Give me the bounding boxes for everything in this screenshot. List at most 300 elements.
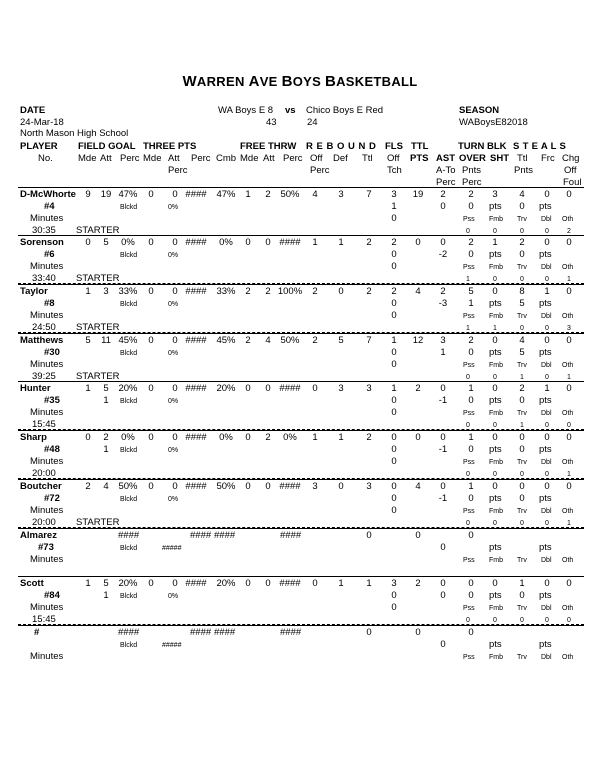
steal-points: 5: [519, 347, 525, 358]
turnover-trv-label: Trv: [517, 459, 527, 466]
hdr-fls-tch: Tch: [387, 165, 402, 176]
turnover-oth: 2: [567, 228, 571, 235]
away-team: Chico Boys E Red: [306, 105, 384, 116]
hdr-fls: FLS: [385, 141, 403, 152]
stat-frc: 0: [544, 578, 550, 589]
stat-blk: 0: [492, 286, 498, 297]
fouls-extra: 0: [391, 261, 397, 272]
ft-hash: ####: [280, 530, 302, 541]
blckd-perc: 0%: [168, 252, 179, 259]
stat-tp-mde: 0: [148, 578, 154, 589]
player-number: #8: [44, 298, 55, 309]
season-value: WABoysE82018: [459, 117, 528, 128]
stat-fg-mde: 9: [85, 189, 91, 200]
turnover-pss: 0: [466, 520, 470, 527]
game-location: North Mason High School: [20, 128, 129, 139]
season-label: SEASON: [459, 105, 500, 116]
stat-reb-off: 0: [312, 383, 318, 394]
player-number: #30: [44, 347, 60, 358]
minutes-played: 20:00: [32, 468, 56, 479]
pts-label: pts: [489, 298, 502, 309]
starter-badge: STARTER: [76, 322, 120, 333]
row-separator: [18, 528, 584, 529]
stat-fg-perc: 47%: [118, 189, 138, 200]
stat-ft-perc: 0%: [283, 432, 297, 443]
turnover-trv-label: Trv: [517, 605, 527, 612]
stat-ft-att: 0: [265, 578, 271, 589]
player-number: #4: [44, 201, 55, 212]
turnover-fmb-label: Fmb: [489, 362, 503, 369]
fouls-touch: 0: [391, 395, 397, 406]
blocked-shots: 1: [103, 395, 109, 406]
stat-st-ttl: 2: [519, 237, 525, 248]
player-number: #35: [44, 395, 60, 406]
stat-fg-mde: 1: [85, 286, 91, 297]
turnover-oth: 0: [567, 617, 571, 624]
away-score: 24: [307, 117, 318, 128]
assist-to-ratio: -1: [438, 395, 448, 406]
stat-tp-perc: ####: [185, 383, 207, 394]
pts-label: pts: [539, 590, 552, 601]
stat-reb-ttl: 3: [366, 481, 372, 492]
hdr-over: OVER: [459, 153, 486, 164]
blckd-perc: 0%: [168, 398, 179, 405]
turnover-pss: 0: [466, 228, 470, 235]
stat-tp-perc: ####: [185, 335, 207, 346]
stat-ft-mde: 2: [245, 286, 251, 297]
turnover-dbl-label: Dbl: [541, 362, 552, 369]
turnover-fmb: 1: [493, 325, 497, 332]
fouls-extra: 0: [391, 407, 397, 418]
stat-ft-att: 2: [265, 286, 271, 297]
minutes-label: Minutes: [30, 310, 64, 321]
stat-fg-att: 11: [101, 335, 111, 346]
steal-points: 0: [519, 249, 525, 260]
turnover-fmb-label: Fmb: [489, 216, 503, 223]
stat-fg-mde: 0: [85, 432, 91, 443]
pts-label: pts: [539, 444, 552, 455]
turnover-pss-label: Pss: [463, 264, 475, 271]
stat-blk: 3: [492, 189, 498, 200]
stat-ft-att: 0: [265, 383, 271, 394]
stat-ft-att: 4: [265, 335, 271, 346]
stat-fls-off: 2: [391, 286, 397, 297]
turnover-trv-label: Trv: [517, 313, 527, 320]
steal-points: 5: [519, 298, 525, 309]
turnover-dbl-label: Dbl: [541, 216, 552, 223]
turnover-trv: 1: [520, 422, 524, 429]
fg-hash: ####: [118, 530, 140, 541]
stat-fg-perc: 0%: [121, 237, 135, 248]
stat-reb-ttl: 3: [366, 383, 372, 394]
stat-reb-def: 5: [338, 335, 344, 346]
player-number: #6: [44, 249, 55, 260]
turnover-pss: 0: [466, 617, 470, 624]
turnover-pss-label: Pss: [463, 362, 475, 369]
stat-fg-att: 5: [103, 578, 109, 589]
pts-label: pts: [539, 249, 552, 260]
stat-fg-att: 19: [100, 189, 112, 200]
turnover-trv: 0: [520, 520, 524, 527]
stat-ttl-pts: 4: [415, 481, 421, 492]
hdr-over-perc: Perc: [462, 177, 482, 188]
over-points: 1: [468, 298, 474, 309]
turnover-trv: 0: [520, 325, 524, 332]
stat-reb-def: 3: [338, 189, 344, 200]
turnover-dbl-label: Dbl: [541, 605, 552, 612]
turnover-fmb: 0: [493, 228, 497, 235]
stat-cmb: 33%: [216, 286, 236, 297]
row-separator: [18, 333, 584, 334]
hdr-steals: S T E A L S: [513, 141, 567, 152]
hdr-chg: Chg: [562, 153, 580, 164]
stat-tp-mde: 0: [148, 383, 154, 394]
minutes-label: Minutes: [30, 554, 64, 565]
minutes-label: Minutes: [30, 407, 64, 418]
stat-ttl-pts: 2: [415, 383, 421, 394]
stat-tp-att: 0: [172, 335, 178, 346]
turnover-dbl: 0: [545, 228, 549, 235]
cmb-hash: ####: [214, 627, 236, 638]
hdr-rebound: R E B O U N D: [306, 141, 377, 152]
row-separator: [18, 381, 584, 382]
hdr-fg-perc: Perc: [120, 153, 140, 164]
hdr-frc: Frc: [541, 153, 555, 164]
player-number: #48: [44, 444, 60, 455]
turnover-dbl-label: Dbl: [541, 459, 552, 466]
hdr-fg-att: Att: [100, 153, 112, 164]
turnover-fmb-label: Fmb: [489, 654, 503, 661]
stat-reb-ttl: 1: [366, 578, 372, 589]
hdr-st-ttl: Ttl: [517, 153, 528, 164]
row-separator: [18, 284, 584, 285]
stat-st-ttl: 0: [519, 481, 525, 492]
blckd-label: Blckd: [120, 642, 138, 649]
turnover-oth-label: Oth: [562, 508, 574, 515]
stat-reb-ttl: 2: [366, 432, 372, 443]
turnover-oth: 1: [567, 276, 571, 283]
player-number: #73: [38, 542, 54, 553]
turnover-trv-label: Trv: [517, 557, 527, 564]
turnover-fmb-label: Fmb: [489, 313, 503, 320]
stat-reb-off: 2: [312, 335, 318, 346]
turnover-fmb: 0: [493, 617, 497, 624]
turnover-pss: 0: [466, 422, 470, 429]
player-number: #84: [44, 590, 60, 601]
stat-st-ttl: 0: [519, 432, 525, 443]
stat-over: 2: [468, 189, 474, 200]
stat-ttl-pts: 4: [415, 286, 421, 297]
turnover-fmb: 0: [493, 471, 497, 478]
steal-points: 0: [519, 590, 525, 601]
stat-tp-perc: ####: [185, 286, 207, 297]
stat-ft-att: 2: [265, 189, 271, 200]
minutes-played: 30:35: [32, 225, 56, 236]
stat-ast: 0: [440, 578, 446, 589]
ttl-pts: 0: [415, 530, 421, 541]
stat-chg: 0: [566, 335, 572, 346]
player-name: Matthews: [20, 335, 64, 346]
stat-tp-mde: 0: [148, 189, 154, 200]
minutes-label: Minutes: [30, 651, 64, 662]
ttl-pts: 0: [415, 627, 421, 638]
over-points: 0: [468, 444, 474, 455]
stat-ft-att: 0: [265, 481, 271, 492]
turnover-fmb: 0: [493, 374, 497, 381]
stat-tp-att: 0: [172, 432, 178, 443]
hdr-tp-perc2: Perc: [191, 153, 211, 164]
hdr-tp-mde: Mde: [143, 153, 162, 164]
turnover-fmb-label: Fmb: [489, 508, 503, 515]
turnover-pss-label: Pss: [463, 313, 475, 320]
game-date: 24-Mar-18: [20, 117, 64, 128]
hdr-chg-foul: Foul: [563, 177, 582, 188]
blckd-perc: 0%: [168, 593, 179, 600]
fouls-extra: 0: [391, 310, 397, 321]
stat-ttl-pts: 0: [415, 432, 421, 443]
turnover-oth-label: Oth: [562, 557, 574, 564]
fouls-extra: 0: [391, 602, 397, 613]
hdr-three-pts: THREE PTS: [143, 141, 197, 152]
stat-ft-mde: 0: [245, 432, 251, 443]
stat-ast: 2: [440, 286, 446, 297]
stat-ast: 3: [440, 335, 446, 346]
starter-badge: STARTER: [76, 371, 120, 382]
stat-ttl-pts: 19: [412, 189, 424, 200]
hdr-turn: TURN: [458, 141, 485, 152]
minutes-label: Minutes: [30, 602, 64, 613]
over: 0: [468, 530, 474, 541]
pts-label: pts: [489, 590, 502, 601]
pts-label: pts: [539, 542, 552, 553]
stat-tp-perc: ####: [185, 481, 207, 492]
turnover-pss: 0: [466, 471, 470, 478]
turnover-oth: 3: [567, 325, 571, 332]
stat-over: 1: [468, 383, 474, 394]
stat-frc: 1: [544, 286, 550, 297]
over-points: 0: [468, 201, 474, 212]
player-number: #72: [44, 493, 60, 504]
stat-reb-off: 4: [312, 189, 318, 200]
fouls-extra: 0: [391, 456, 397, 467]
pts-label: pts: [539, 298, 552, 309]
turnover-oth-label: Oth: [562, 459, 574, 466]
stat-fls-off: 1: [391, 335, 397, 346]
stat-blk: 0: [492, 578, 498, 589]
turnover-fmb-label: Fmb: [489, 410, 503, 417]
turnover-dbl: 0: [545, 276, 549, 283]
fouls-touch: 0: [391, 298, 397, 309]
stat-tp-mde: 0: [148, 286, 154, 297]
hdr-reb-off-perc: Perc: [310, 165, 330, 176]
stat-blk: 0: [492, 335, 498, 346]
fouls-extra: 0: [391, 213, 397, 224]
stat-cmb: 20%: [216, 578, 236, 589]
stat-ft-perc: ####: [279, 481, 301, 492]
assist-to-ratio: 1: [440, 347, 446, 358]
turnover-oth-label: Oth: [562, 362, 574, 369]
stat-chg: 0: [566, 189, 572, 200]
stat-reb-off: 1: [312, 237, 318, 248]
stat-ft-mde: 0: [245, 578, 251, 589]
row-separator: [18, 479, 584, 480]
stat-frc: 0: [544, 189, 550, 200]
stat-tp-att: 0: [172, 189, 178, 200]
steal-points: 0: [519, 395, 525, 406]
pts-label: pts: [489, 249, 502, 260]
turnover-pss-label: Pss: [463, 459, 475, 466]
turnover-oth-label: Oth: [562, 410, 574, 417]
stat-reb-off: 0: [312, 578, 318, 589]
stat-tp-perc: ####: [185, 578, 207, 589]
stat-fg-mde: 1: [85, 578, 91, 589]
turnover-oth: 1: [567, 471, 571, 478]
stat-ft-mde: 2: [245, 335, 251, 346]
turnover-trv-label: Trv: [517, 410, 527, 417]
blckd-perc: 0%: [168, 301, 179, 308]
stat-tp-mde: 0: [148, 481, 154, 492]
blocked-shots: 1: [103, 590, 109, 601]
minutes-played: 24:50: [32, 322, 56, 333]
blckd-label: Blckd: [120, 398, 138, 405]
stat-cmb: 0%: [219, 432, 233, 443]
ft-hash: ####: [280, 627, 302, 638]
stat-tp-mde: 0: [148, 335, 154, 346]
turnover-pss-label: Pss: [463, 557, 475, 564]
steal-points: 0: [519, 201, 525, 212]
turnover-trv: 0: [520, 276, 524, 283]
row-separator: [18, 235, 584, 236]
turnover-dbl-label: Dbl: [541, 313, 552, 320]
hdr-ft-mde: Mde: [240, 153, 259, 164]
turnover-dbl: 0: [545, 325, 549, 332]
stat-fg-att: 5: [103, 383, 109, 394]
blocked-shots: 1: [103, 444, 109, 455]
stat-ft-perc: 100%: [277, 286, 303, 297]
stat-tp-perc: ####: [185, 237, 207, 248]
tp-hash: ####: [190, 530, 212, 541]
hdr-no: No.: [38, 153, 53, 164]
stat-fls-off: 1: [391, 383, 397, 394]
starter-badge: STARTER: [76, 273, 120, 284]
over-points: 0: [468, 347, 474, 358]
stat-over: 0: [468, 578, 474, 589]
stat-reb-ttl: 2: [366, 286, 372, 297]
pts-label: pts: [489, 201, 502, 212]
stat-st-ttl: 4: [519, 189, 525, 200]
turnover-trv-label: Trv: [517, 216, 527, 223]
stat-fg-perc: 33%: [118, 286, 138, 297]
pts-label: pts: [539, 639, 552, 650]
stat-ttl-pts: 0: [415, 237, 421, 248]
fouls-touch: 0: [391, 347, 397, 358]
turnover-pss-label: Pss: [463, 654, 475, 661]
turnover-dbl: 0: [545, 422, 549, 429]
hdr-over-pnts: Pnts: [462, 165, 482, 176]
stat-st-ttl: 8: [519, 286, 525, 297]
minutes-played: 39:25: [32, 371, 56, 382]
home-team: WA Boys E 8: [218, 105, 274, 116]
hdr-pts: PTS: [410, 153, 429, 164]
stat-reb-ttl: 2: [366, 237, 372, 248]
stat-ast: 0: [440, 481, 446, 492]
stat-tp-att: 0: [172, 286, 178, 297]
stat-cmb: 45%: [216, 335, 236, 346]
blckd-label: Blckd: [120, 447, 138, 454]
stat-tp-att: 0: [172, 237, 178, 248]
turnover-oth-label: Oth: [562, 605, 574, 612]
pts-label: pts: [539, 493, 552, 504]
fouls-touch: 1: [391, 201, 397, 212]
turnover-fmb-label: Fmb: [489, 605, 503, 612]
turnover-trv: 0: [520, 471, 524, 478]
stat-tp-mde: 0: [148, 432, 154, 443]
turnover-trv: 0: [520, 617, 524, 624]
blckd-label: Blckd: [120, 301, 138, 308]
blckd-hash: #####: [162, 642, 182, 649]
stat-reb-off: 2: [312, 286, 318, 297]
pts-label: pts: [489, 639, 502, 650]
pts-label: pts: [489, 444, 502, 455]
minutes-label: Minutes: [30, 505, 64, 516]
stat-ft-mde: 0: [245, 237, 251, 248]
stat-reb-def: 1: [338, 432, 344, 443]
turnover-pss-label: Pss: [463, 410, 475, 417]
stat-tp-att: 0: [172, 481, 178, 492]
blckd-perc: 0%: [168, 204, 179, 211]
fouls-extra: 0: [391, 359, 397, 370]
hdr-chg-off: Off: [564, 165, 577, 176]
stat-ft-perc: 50%: [280, 189, 300, 200]
turnover-fmb-label: Fmb: [489, 264, 503, 271]
stat-over: 1: [468, 481, 474, 492]
turnover-pss-label: Pss: [463, 605, 475, 612]
blckd-label: Blckd: [120, 252, 138, 259]
turnover-oth: 1: [567, 374, 571, 381]
stat-over: 5: [468, 286, 474, 297]
hdr-ft-att: Att: [263, 153, 275, 164]
row-separator: [18, 576, 584, 577]
player-name: Sorenson: [20, 237, 64, 248]
stat-ttl-pts: 2: [415, 578, 421, 589]
reb-ttl: 0: [366, 530, 372, 541]
stat-ast: 0: [440, 383, 446, 394]
player-name: Scott: [20, 578, 44, 589]
stat-ft-perc: 50%: [280, 335, 300, 346]
stat-fls-off: 0: [391, 432, 397, 443]
stat-chg: 0: [566, 432, 572, 443]
turnover-dbl-label: Dbl: [541, 557, 552, 564]
reb-ttl: 0: [366, 627, 372, 638]
pts-label: pts: [489, 493, 502, 504]
hdr-reb-def: Def: [333, 153, 348, 164]
turnover-dbl-label: Dbl: [541, 508, 552, 515]
stat-fls-off: 0: [391, 481, 397, 492]
stat-fg-perc: 50%: [118, 481, 138, 492]
blckd-label: Blckd: [120, 496, 138, 503]
stat-over: 1: [468, 432, 474, 443]
hdr-player: PLAYER: [20, 141, 58, 152]
hdr-fg-mde: Mde: [78, 153, 97, 164]
stat-ast: 0: [440, 432, 446, 443]
turnover-oth: 1: [567, 520, 571, 527]
stat-fg-mde: 2: [85, 481, 91, 492]
over-points: 0: [468, 493, 474, 504]
turnover-oth: 0: [567, 422, 571, 429]
stat-tp-att: 0: [172, 383, 178, 394]
starter-badge: STARTER: [76, 517, 120, 528]
hdr-ast: AST: [436, 153, 455, 164]
